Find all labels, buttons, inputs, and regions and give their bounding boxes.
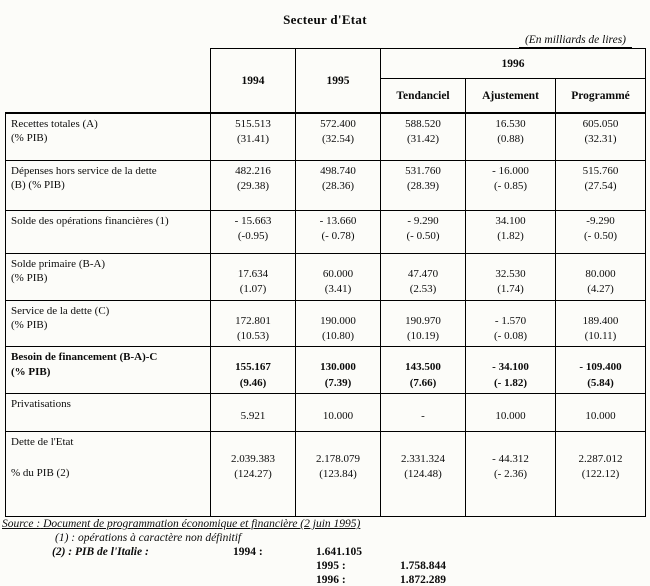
row-label-line: Service de la dette (C) bbox=[11, 304, 110, 317]
value-amount: 515.760 bbox=[582, 164, 619, 177]
value-cell bbox=[381, 113, 466, 160]
value-amount: 515.513 bbox=[235, 118, 271, 130]
value-cell bbox=[466, 253, 556, 300]
value-amount: 2.039.383 bbox=[231, 453, 275, 466]
value-amount: 80.000 bbox=[585, 267, 616, 280]
row-label bbox=[6, 160, 211, 210]
value-amount: 10.000 bbox=[585, 410, 616, 423]
table-row bbox=[6, 394, 646, 432]
value-amount: 605.050 bbox=[582, 118, 619, 130]
value-pct-pib: (32.54) bbox=[321, 133, 355, 146]
value-amount: - 34.100 bbox=[492, 361, 529, 374]
value-cell bbox=[211, 300, 296, 347]
value-amount: 588.520 bbox=[405, 118, 441, 130]
value-cell bbox=[296, 347, 381, 394]
value-amount: 2.331.324 bbox=[401, 453, 445, 466]
footnote-1: (1) : opérations à caractère non définitif bbox=[55, 532, 242, 545]
value-pct-pib: (- 0.50) bbox=[406, 229, 440, 242]
value-cell bbox=[466, 347, 556, 394]
value-pct-pib: (124.48) bbox=[404, 468, 442, 481]
value-cell bbox=[296, 300, 381, 347]
value-cell bbox=[466, 300, 556, 347]
value-amount: 498.740 bbox=[320, 164, 356, 177]
source-line bbox=[2, 518, 360, 530]
table-row bbox=[6, 253, 646, 300]
value-cell bbox=[556, 210, 646, 253]
value-amount: 482.216 bbox=[235, 164, 271, 177]
value-pct-pib: (27.54) bbox=[584, 179, 617, 192]
value-amount: 531.760 bbox=[405, 164, 441, 177]
col-header-tendanciel: Tendanciel bbox=[381, 79, 466, 114]
value-cell bbox=[296, 432, 381, 517]
value-amount: 2.178.079 bbox=[316, 453, 360, 466]
pib-value-1996: 1.872.289 bbox=[400, 574, 446, 586]
row-label-line: (B) (% PIB) bbox=[11, 178, 65, 191]
value-cell bbox=[556, 253, 646, 300]
value-cell bbox=[556, 347, 646, 394]
value-amount: 16.530 bbox=[495, 118, 526, 130]
value-cell bbox=[211, 160, 296, 210]
value-amount: -9.290 bbox=[586, 214, 615, 227]
value-amount: - 1.570 bbox=[494, 314, 527, 327]
value-pct-pib: (1.74) bbox=[497, 282, 524, 295]
value-pct-pib: (7.66) bbox=[409, 376, 437, 389]
value-pct-pib: (- 0.78) bbox=[321, 229, 355, 242]
source-label: Source : bbox=[2, 518, 41, 531]
value-cell bbox=[466, 113, 556, 160]
value-cell bbox=[211, 253, 296, 300]
table-row bbox=[6, 113, 646, 160]
value-pct-pib: (- 0.08) bbox=[494, 329, 527, 342]
value-cell bbox=[381, 347, 466, 394]
value-pct-pib: (- 0.85) bbox=[494, 179, 527, 192]
value-cell bbox=[211, 113, 296, 160]
value-cell bbox=[556, 432, 646, 517]
pib-year-1994: 1994 : bbox=[233, 546, 263, 559]
row-label-line: Solde des opérations financières (1) bbox=[11, 214, 169, 227]
row-label-line: % du PIB (2) bbox=[11, 467, 70, 480]
value-pct-pib: (28.39) bbox=[406, 179, 440, 192]
table-row bbox=[6, 300, 646, 347]
value-amount: 17.634 bbox=[237, 267, 269, 280]
value-cell bbox=[296, 210, 381, 253]
corner-cell bbox=[6, 49, 211, 114]
value-pct-pib: (122.12) bbox=[581, 468, 620, 481]
row-label bbox=[6, 347, 211, 394]
col-header-programme: Programmé bbox=[556, 79, 646, 114]
value-cell bbox=[211, 432, 296, 517]
value-pct-pib: (-0.95) bbox=[237, 229, 269, 242]
row-label bbox=[6, 210, 211, 253]
row-label-line: Dépenses hors service de la dette bbox=[11, 164, 157, 177]
row-label bbox=[6, 113, 211, 160]
pib-value-1994: 1.641.105 bbox=[316, 546, 362, 559]
row-label bbox=[6, 394, 211, 432]
col-header-1996: 1996 bbox=[381, 49, 646, 79]
value-amount: 572.400 bbox=[320, 118, 356, 130]
value-cell bbox=[556, 300, 646, 347]
value-cell bbox=[211, 347, 296, 394]
value-amount: - 16.000 bbox=[492, 164, 529, 177]
value-amount: - 109.400 bbox=[579, 361, 622, 374]
value-cell bbox=[466, 160, 556, 210]
value-amount: 143.500 bbox=[405, 361, 441, 374]
value-amount: 2.287.012 bbox=[578, 453, 623, 466]
value-pct-pib: (1.82) bbox=[497, 229, 524, 242]
value-pct-pib: (10.11) bbox=[584, 329, 617, 342]
value-pct-pib: (9.46) bbox=[239, 376, 267, 389]
value-cell bbox=[556, 394, 646, 432]
value-amount: - 13.660 bbox=[319, 214, 357, 227]
col-header-1995: 1995 bbox=[296, 49, 381, 114]
row-label-line: Besoin de financement (B-A)-C bbox=[11, 351, 158, 364]
header-row-years bbox=[6, 49, 646, 79]
table-row bbox=[6, 210, 646, 253]
row-label bbox=[6, 300, 211, 347]
value-cell bbox=[381, 160, 466, 210]
value-pct-pib: (31.41) bbox=[236, 133, 270, 146]
row-label bbox=[6, 253, 211, 300]
pib-year-1995: 1995 : bbox=[316, 560, 346, 573]
unit-note-row bbox=[0, 30, 650, 48]
value-cell bbox=[556, 113, 646, 160]
value-cell bbox=[381, 300, 466, 347]
value-amount: 47.470 bbox=[407, 267, 439, 280]
col-header-ajustement: Ajustement bbox=[466, 79, 556, 114]
value-pct-pib: (- 1.82) bbox=[494, 376, 527, 389]
unit-note: (En milliards de lires) bbox=[519, 34, 632, 48]
row-label bbox=[6, 432, 211, 517]
table-row bbox=[6, 347, 646, 394]
row-label-line: Privatisations bbox=[11, 398, 71, 411]
row-label-line: (% PIB) bbox=[11, 318, 48, 331]
state-sector-table bbox=[5, 48, 646, 517]
value-pct-pib: (0.88) bbox=[497, 133, 524, 146]
value-pct-pib: (29.38) bbox=[236, 179, 270, 192]
row-label-line: (% PIB) bbox=[11, 271, 48, 284]
footnote-2: (2) : PIB de l'Italie : bbox=[52, 546, 149, 559]
value-pct-pib: (10.53) bbox=[236, 329, 270, 342]
value-amount: 34.100 bbox=[495, 214, 526, 227]
value-amount: - 44.312 bbox=[492, 453, 529, 466]
value-pct-pib: (- 0.50) bbox=[584, 229, 618, 242]
value-amount: 10.000 bbox=[322, 410, 354, 423]
table-body bbox=[6, 113, 646, 517]
value-cell bbox=[381, 432, 466, 517]
value-amount: 32.530 bbox=[495, 267, 526, 280]
value-pct-pib: (- 2.36) bbox=[494, 468, 527, 481]
footnotes bbox=[0, 517, 650, 586]
value-cell bbox=[296, 160, 381, 210]
value-cell bbox=[211, 394, 296, 432]
value-cell bbox=[381, 210, 466, 253]
value-cell bbox=[381, 253, 466, 300]
value-pct-pib: (7.39) bbox=[324, 376, 352, 389]
value-cell bbox=[466, 210, 556, 253]
value-amount: 190.000 bbox=[320, 314, 356, 327]
value-cell bbox=[466, 394, 556, 432]
col-header-1994: 1994 bbox=[211, 49, 296, 114]
value-pct-pib: (10.80) bbox=[321, 329, 355, 342]
table-title: Secteur d'Etat bbox=[283, 12, 367, 27]
value-pct-pib: (3.41) bbox=[324, 282, 352, 295]
row-label-line: (% PIB) bbox=[11, 132, 48, 145]
value-amount: 5.921 bbox=[240, 410, 266, 423]
value-amount: 190.970 bbox=[405, 314, 441, 327]
value-amount: 10.000 bbox=[495, 410, 526, 423]
pib-value-1995: 1.758.844 bbox=[400, 560, 446, 573]
value-pct-pib: (123.84) bbox=[319, 468, 357, 481]
value-pct-pib: (124.27) bbox=[234, 468, 272, 481]
value-amount: - 9.290 bbox=[407, 214, 439, 227]
source-text: Document de programmation économique et financière (2 juin 1995) bbox=[43, 518, 361, 531]
row-label-line: (% PIB) bbox=[11, 365, 51, 378]
value-pct-pib: (10.19) bbox=[406, 329, 440, 342]
table-row bbox=[6, 432, 646, 517]
value-cell bbox=[211, 210, 296, 253]
value-cell bbox=[466, 432, 556, 517]
value-cell bbox=[296, 253, 381, 300]
row-label-line: Dette de l'Etat bbox=[11, 436, 74, 449]
value-pct-pib: (31.42) bbox=[406, 133, 440, 146]
value-amount: - 15.663 bbox=[234, 214, 272, 227]
value-pct-pib: (1.07) bbox=[239, 282, 267, 295]
row-label-line: Solde primaire (B-A) bbox=[11, 257, 106, 270]
value-cell bbox=[381, 394, 466, 432]
pib-year-1996: 1996 : bbox=[316, 574, 346, 586]
value-cell bbox=[556, 160, 646, 210]
value-amount: 130.000 bbox=[320, 361, 356, 374]
value-amount: 155.167 bbox=[235, 361, 271, 374]
value-pct-pib: (5.84) bbox=[587, 376, 614, 389]
value-pct-pib: (4.27) bbox=[587, 282, 614, 295]
table-row bbox=[6, 160, 646, 210]
value-amount: 172.801 bbox=[235, 314, 271, 327]
value-amount: 60.000 bbox=[322, 267, 354, 280]
row-label-line: Recettes totales (A) bbox=[11, 118, 98, 130]
value-cell bbox=[296, 113, 381, 160]
value-cell bbox=[296, 394, 381, 432]
value-amount: - bbox=[421, 410, 425, 423]
value-pct-pib: (32.31) bbox=[584, 133, 617, 146]
value-pct-pib: (2.53) bbox=[409, 282, 437, 295]
value-amount: 189.400 bbox=[582, 314, 619, 327]
value-pct-pib: (28.36) bbox=[321, 179, 355, 192]
